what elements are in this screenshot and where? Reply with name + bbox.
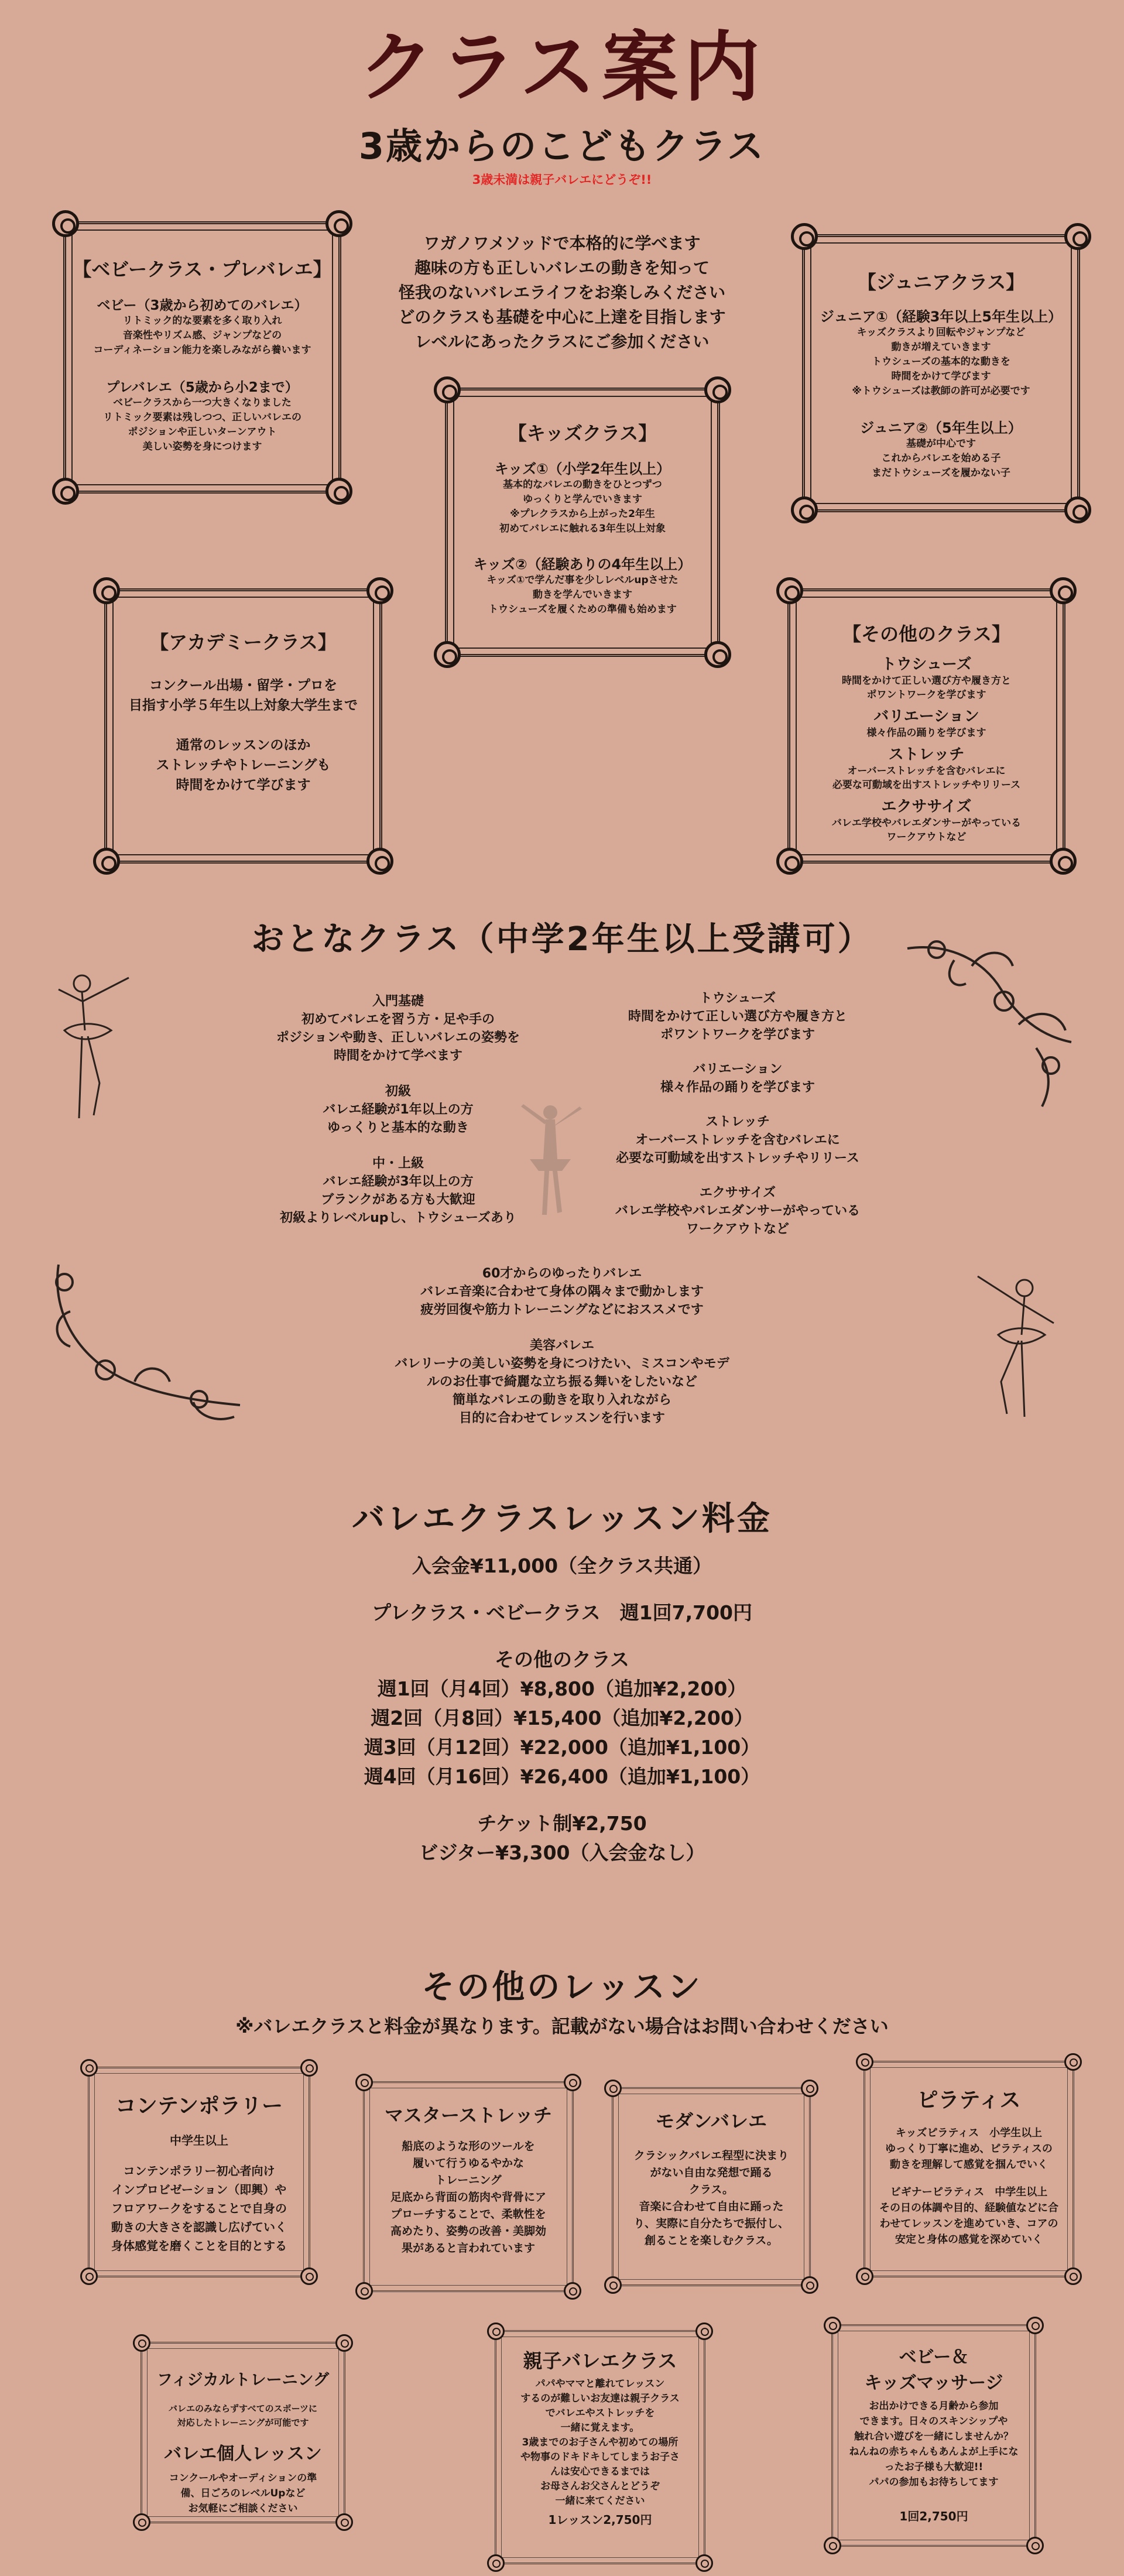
junior-class-frame: 【ジュニアクラス】 ジュニア①（経験3年以上5年生以上） キッズクラスより回転やジャンプなど 動きが増えていきます トウシューズの基本的な動きを 時間をかけて学びます ※トウシューズは教師の許可が必要です ジュニア②（5年生以上） 基礎が中心です これからバレエを始める子 まだトウシューズを履かない子 <box>802 234 1080 512</box>
academy-class-title: 【アカデミークラス】 <box>150 631 337 653</box>
fees-section: バレエクラスレッスン料金 入会金¥11,000（全クラス共通） プレクラス・ベビークラス 週1回7,700円 その他のクラス 週1回（月4回）¥8,800（追加¥2,200） 週2回（月8回）¥15,400（追加¥2,200） 週3回（月12回）¥22,000（追加¥1,100） 週4回（月16回）¥26,400（追加¥1,100） チケット制¥2,750 ビジター¥3,300（入会金なし） <box>0 1493 1124 1868</box>
fees-heading: バレエクラスレッスン料金 <box>352 1500 772 1538</box>
adult-right-column: トウシューズ 時間をかけて正しい選び方や履き方と ポワントワークを学びます バリエーション 様々作品の踊りを学びます ストレッチ オーバーストレッチを含むバレエに 必要な可動域を出すストレッチやリリース エクササイズ バレエ学校やバレエダンサーがやっている ワークアウトなど <box>615 991 861 1236</box>
floral-ornament-icon <box>902 937 1077 1112</box>
other-class-title: 【その他のクラス】 <box>842 623 1011 645</box>
ballerina-illustration-icon <box>47 966 146 1124</box>
junior-class-title: 【ジュニアクラス】 <box>857 271 1025 293</box>
page-title: クラス案内 <box>358 23 766 112</box>
lessons-heading: その他のレッスン <box>422 1968 702 2006</box>
other-class-frame: 【その他のクラス】 トウシューズ 時間をかけて正しい選び方や履き方と ポワントワークを学びます バリエーション 様々作品の踊りを学びます ストレッチ オーバーストレッチを含むバレエに 必要な可動域を出すストレッチやリリース エクササイズ バレエ学校やバレエダンサーがやっている ワークアウトなど <box>787 588 1065 864</box>
oyako-ballet-frame: 親子バレエクラス パパやママと離れてレッスン するのが難しいお友達は親子クラス でバレエやストレッチを 一緒に覚えます。 3歳までのお子さんや初めての場所 や物事のドキドキしてしまうお子さ んは安心できるまでは お母さんお父さんとどうぞ 一緒に来てください 1レッスン2,750円 <box>495 2330 705 2564</box>
adult-bottom-column: 60才からのゆったりバレエ バレエ音楽に合わせて身体の隅々まで動かします 疲労回復や筋力トレーニングなどにおススメです 美容バレエ バレリーナの美しい姿勢を身につけたい、ミスコンやモデ ルのお仕事で綺麗な立ち振る舞いをしたいなど 簡単なバレエの動きを取り入れながら 目的に合わせてレッスンを行います <box>395 1266 729 1426</box>
physical-training-frame: フィジカルトレーニング バレエのみならずすべてのスポーツに 対応したトレーニングが可能です バレエ個人レッスン コンクールやオーディションの準 備、日ごろのレベルUpなど お気軽にご相談ください <box>140 2342 345 2523</box>
kids-heading: 3歳からのこどもクラス <box>358 125 766 167</box>
academy-class-frame: 【アカデミークラス】 コンクール出場・留学・プロを 目指す小学５年生以上対象大学生まで 通常のレッスンのほか ストレッチやトレーニングも 時間をかけて学びます <box>104 588 382 864</box>
kids-class-title: 【キッズクラス】 <box>508 422 657 444</box>
massage-frame: ベビー＆ キッズマッサージ お出かけできる月齢から参加 できます。日々のスキンシップや 触れ合い遊びを一緒にしませんか？ ねんねの赤ちゃんもあんよが上手にな ったお子様も大歓迎!! パパの参加もお待ちしてます 1回2,750円 <box>831 2324 1036 2547</box>
lessons-note: ※バレエクラスと料金が異なります。記載がない場合はお問い合わせください <box>235 2015 889 2037</box>
modern-ballet-frame: モダンバレエ クラシックバレエ程型に決まり がない自由な発想で踊る クラス。 音楽に合わせて自由に踊った り、実際に自分たちで振付し、 創ることを楽しむクラス。 <box>612 2087 811 2286</box>
kids-class-frame: 【キッズクラス】 キッズ①（小学2年生以上） 基本的なバレエの動きをひとつずつ ゆっくりと学んでいきます ※プレクラスから上がった2年生 初めてバレエに触れる3年生以上対象 キッズ②（経験ありの4年生以上） キッズ①で学んだ事を少しレベルupさせた 動きを学んでいきます トウシューズを履くための準備も始めます <box>445 388 720 657</box>
baby-class-title: 【ベビークラス・プレバレエ】 <box>73 258 332 280</box>
intro-text: ワガノワメソッドで本格的に学べます 趣味の方も正しいバレエの動きを知って 怪我のないバレエライフをお楽しみください どのクラスも基礎を中心に上達を目指します レベルにあったクラスにご参加ください <box>398 234 726 351</box>
header <box>0 23 1124 188</box>
massage-price: 1回2,750円 <box>899 2509 968 2523</box>
baby-class-frame: 【ベビークラス・プレバレエ】 ベビー（3歳から初めてのバレエ） リトミック的な要素を多く取り入れ 音楽性やリズム感、ジャンプなどの コーディネーション能力を楽しみながら養います プレバレエ（5歳から小2まで） ベビークラスから一つ大きくなりました リトミック要素は残しつつ、正しいバレエの ポジションや正しいターンアウト 美しい姿勢を身につけます <box>63 221 341 494</box>
pilates-frame: ピラティス キッズピラティス 小学生以上 ゆっくり丁寧に進め、ピラティスの 動きを理解して感覚を掴んでいく ビギナーピラティス 中学生以上 その日の体調や目的、経験値などに合 わせてレッスンを進めていき、コアの 安定と身体の感覚を深めていく <box>863 2061 1074 2277</box>
master-stretch-frame: マスターストレッチ 船底のような形のツールを 履いて行うゆるやかな トレーニング 足底から背面の筋肉や背骨にア プローチすることで、柔軟性を 高めたり、姿勢の改善・美脚効 果があると言われています <box>363 2081 574 2292</box>
oyako-price: 1レッスン2,750円 <box>548 2513 652 2527</box>
adult-heading: おとなクラス（中学2年生以上受講可） <box>251 920 873 958</box>
ballerina-illustration-icon <box>966 1265 1065 1423</box>
lessons-header <box>0 1961 1124 2039</box>
kids-note: 3歳未満は親子バレエにどうぞ!! <box>472 173 652 187</box>
contemporary-frame: コンテンポラリー 中学生以上 コンテンポラリー初心者向け インプロビゼーション（即興）や フロアワークをすることで自身の 動きの大きさを認識し広げていく 身体感覚を磨くことを目的とする <box>88 2067 310 2277</box>
floral-ornament-icon <box>47 1259 246 1434</box>
adult-left-column: 入門基礎 初めてバレエを習う方・足や手の ポジションや動き、正しいバレエの姿勢を 時間をかけて学べます 初級 バレエ経験が1年以上の方 ゆっくりと基本的な動き 中・上級 バレエ経験が3年以上の方 ブランクがある方も大歓迎 初級よりレベルupし、トウシューズあり <box>276 994 520 1225</box>
